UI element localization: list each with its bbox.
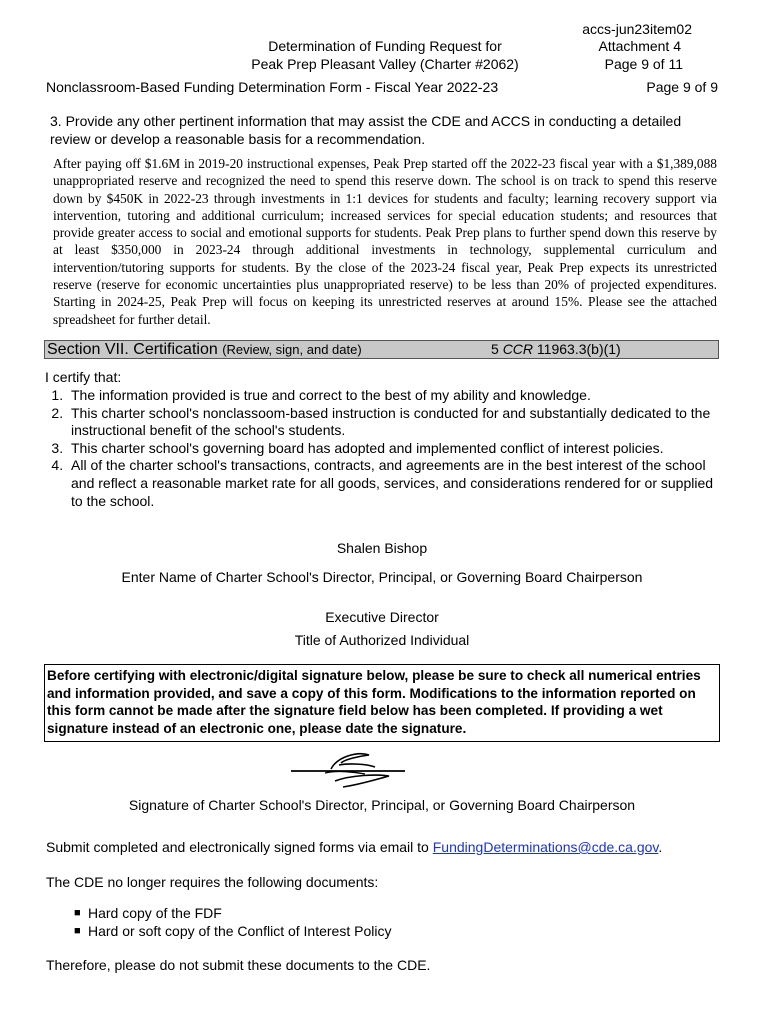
- certification-item: 4. All of the charter school's transactions, contracts, and agreements are in the best interest of the school and reflect a reasonable market rate for all goods, services, and considerations rendered for or supplied to the school.: [67, 457, 720, 510]
- certification-item: 1. The information provided is true and correct to the best of my ability and knowledge.: [67, 387, 720, 405]
- signer-title-label: Title of Authorized Individual: [294, 632, 470, 648]
- document-title-line2: Peak Prep Pleasant Valley (Charter #2062): [251, 56, 519, 72]
- certification-item: 3. This charter school's governing board has adopted and implemented conflict of interest policies.: [67, 440, 720, 458]
- section-7-title-text: Section VII. Certification: [47, 341, 218, 358]
- signer-name-label: Enter Name of Charter School's Director, Principal, or Governing Board Chairperson: [121, 569, 643, 585]
- form-page-number: Page 9 of 9: [646, 79, 718, 95]
- certify-intro: I certify that:: [45, 369, 122, 385]
- document-id: accs-jun23item02: [582, 21, 692, 37]
- square-bullet-icon: ■: [74, 924, 81, 937]
- attachment-label: Attachment 4: [598, 38, 681, 54]
- reference-number: 5: [491, 341, 499, 357]
- certification-item: 2. This charter school's nonclassoom-based instruction is conducted for and substantially dedicated to the instructional benefit of the school's students.: [67, 405, 720, 440]
- signer-title-value: Executive Director: [325, 609, 439, 625]
- signer-name-value: Shalen Bishop: [336, 540, 428, 556]
- list-item: [74, 905, 726, 923]
- page-number-top: Page 9 of 11: [604, 56, 683, 72]
- list-item-text: Hard copy of the FDF: [88, 905, 222, 921]
- list-item-text: Hard or soft copy of the Conflict of Interest Policy: [88, 922, 392, 939]
- list-item: [74, 923, 726, 941]
- section-7-header: [44, 340, 719, 359]
- reference-ccr: CCR: [502, 341, 534, 357]
- section-7-title: [47, 340, 362, 359]
- submit-text: Submit completed and electronically signed forms via email to: [46, 839, 429, 855]
- question-3-prompt: 3. Provide any other pertinent information that may assist the CDE and ACCS in conducting a detailed review or develop a reasonable basis for a recommendation.: [50, 113, 682, 147]
- reference-section: 11963.3(b)(1): [536, 341, 621, 357]
- form-name: Nonclassroom-Based Funding Determination Form - Fiscal Year 2022-23: [46, 79, 499, 95]
- document-title-line1: Determination of Funding Request for: [268, 38, 502, 54]
- no-longer-list: [46, 905, 726, 940]
- no-longer-list-wrap: [46, 905, 726, 940]
- signature-label: Signature of Charter School's Director, Principal, or Governing Board Chairperson: [128, 797, 636, 813]
- certification-list: [25, 387, 720, 510]
- regulation-reference: [491, 341, 621, 358]
- signature-image: [285, 747, 415, 791]
- submit-end: .: [658, 839, 663, 855]
- submit-instructions: [46, 839, 726, 857]
- question-3-response: After paying off $1.6M in 2019-20 instructional expenses, Peak Prep started off the 2022-23 fiscal year with a $1,389,088 unappropriated reserve and recognized the need to spend this reserve down. The school is on track to spend this reserve down by $450K in 2022-23 through investments in 1:1 devices for students and faculty; learning recovery support via intervention, tutoring and additional curriculum; increased services for special education students; and resources that provide greater access to social and emotional supports for students. Peak Prep plans to further spend down this reserve by at least $350,000 in 2023-24 through additional investments in technology, supplemental curriculum and intervention/tutoring supports for students. By the close of the 2023-24 fiscal year, Peak Prep expects its unrestricted reserve (reserve for economic uncertainties plus unappropriated reserve) to be less than 20% of projected expenditures. Starting in 2024-25, Peak Prep will focus on keeping its unrestricted reserves at around 15%. Please see the attached spreadsheet for further detail.: [53, 156, 717, 327]
- no-longer-intro: The CDE no longer requires the following documents:: [46, 874, 379, 890]
- certification-list-wrap: [25, 387, 720, 510]
- certification-notice: Before certifying with electronic/digital signature below, please be sure to check all numerical entries and information provided, and save a copy of this form. Modifications to the information reported on this form cannot be made after the signature field below has been completed. If providing a wet signature instead of an electronic one, please date the signature.: [44, 664, 720, 742]
- submission-email-link[interactable]: FundingDeterminations@cde.ca.gov: [432, 839, 659, 855]
- square-bullet-icon: ■: [74, 907, 81, 919]
- closing-note: Therefore, please do not submit these documents to the CDE.: [46, 957, 431, 973]
- section-7-subtitle: (Review, sign, and date): [222, 342, 362, 357]
